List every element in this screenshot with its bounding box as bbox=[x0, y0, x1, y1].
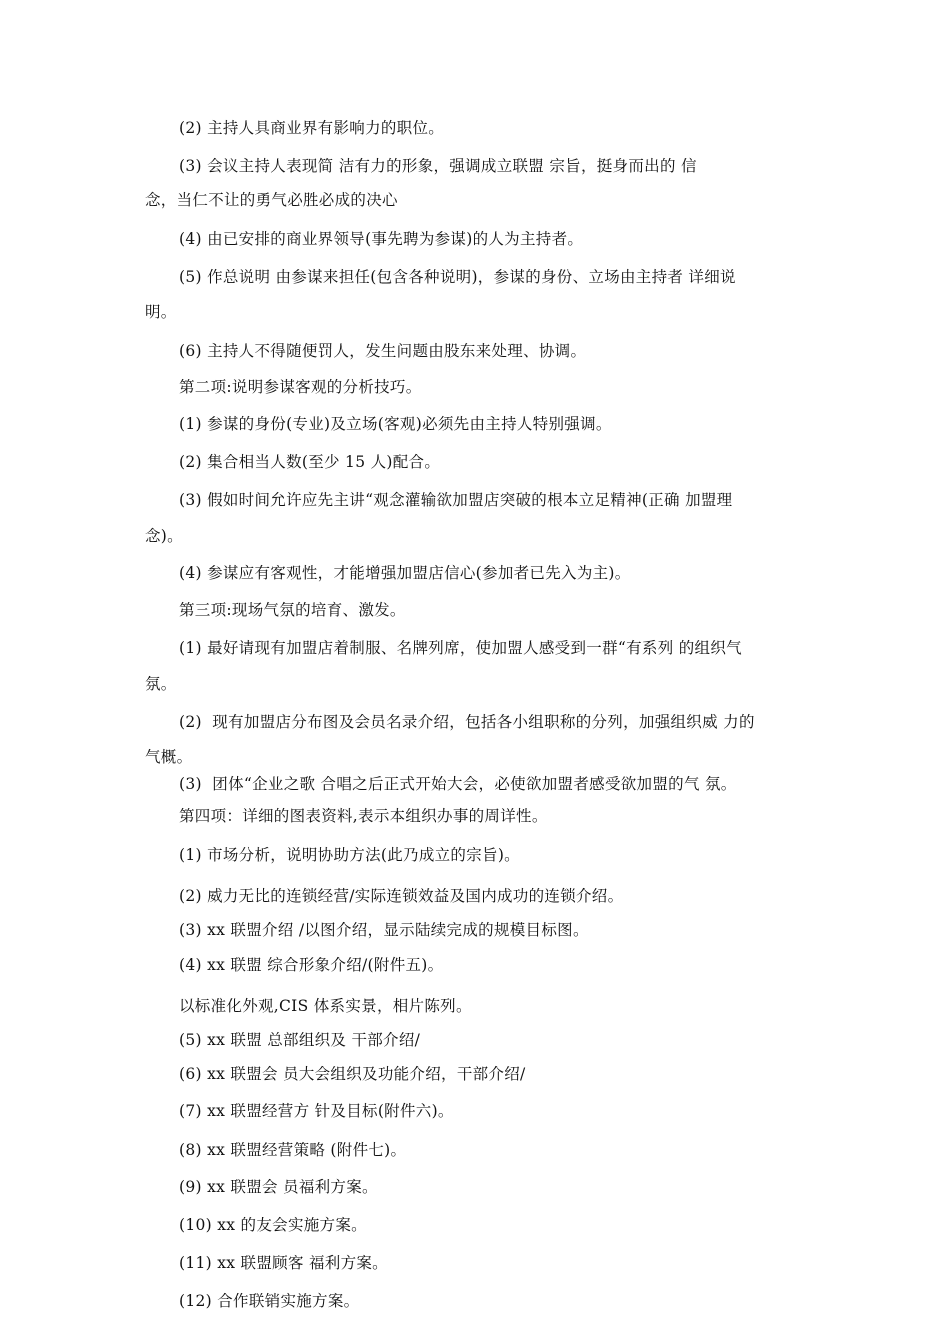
text-line: (2) 集合相当人数(至少 15 人)配合。 bbox=[179, 453, 441, 471]
text-line: (3) xx 联盟介绍 /以图介绍，显示陆续完成的规模目标图。 bbox=[179, 921, 589, 939]
text-line: (5) xx 联盟 总部组织及 干部介绍/ bbox=[179, 1031, 421, 1049]
text-line: (6) xx 联盟会 员大会组织及功能介绍，干部介绍/ bbox=[179, 1065, 526, 1083]
text-line: (4) xx 联盟 综合形象介绍/(附件五)。 bbox=[179, 956, 444, 974]
text-line: (7) xx 联盟经营方 针及目标(附件六)。 bbox=[179, 1102, 454, 1120]
text-line: (8) xx 联盟经营策略 (附件七)。 bbox=[179, 1141, 407, 1159]
text-line: (1) 参谋的身份(专业)及立场(客观)必须先由主持人特别强调。 bbox=[179, 415, 612, 433]
text-line: (3) 团体“企业之歌 合唱之后正式开始大会，必使欲加盟者感受欲加盟的气 氛。 bbox=[179, 775, 737, 793]
text-line: (2) 现有加盟店分布图及会员名录介绍，包括各小组职称的分列，加强组织威 力的 bbox=[179, 713, 755, 731]
text-line: (2) 主持人具商业界有影响力的职位。 bbox=[179, 119, 445, 137]
text-line: (9) xx 联盟会 员福利方案。 bbox=[179, 1178, 378, 1196]
text-line: (4) 由已安排的商业界领导(事先聘为参谋)的人为主持者。 bbox=[179, 230, 584, 248]
text-line: (11) xx 联盟顾客 福利方案。 bbox=[179, 1254, 388, 1272]
text-line: 明。 bbox=[145, 303, 177, 321]
text-line: 念)。 bbox=[145, 527, 183, 545]
text-line: (2) 威力无比的连锁经营/实际连锁效益及国内成功的连锁介绍。 bbox=[179, 887, 624, 905]
text-line: (3) 假如时间允许应先主讲“观念灌输欲加盟店突破的根本立足精神(正确 加盟理 bbox=[179, 491, 733, 509]
section-heading: 第四项：详细的图表资料,表示本组织办事的周详性。 bbox=[179, 807, 548, 825]
text-line: (3) 会议主持人表现简 洁有力的形象，强调成立联盟 宗旨，挺身而出的 信 bbox=[179, 157, 697, 175]
text-line: (4) 参谋应有客观性，才能增强加盟店信心(参加者已先入为主)。 bbox=[179, 564, 631, 582]
text-line: (1) 最好请现有加盟店着制服、名牌列席，使加盟人感受到一群“有系列 的组织气 bbox=[179, 639, 742, 657]
section-heading: 第三项:现场气氛的培育、激发。 bbox=[179, 601, 406, 619]
text-line: (5) 作总说明 由参谋来担任(包含各种说明)，参谋的身份、立场由主持者 详细说 bbox=[179, 268, 736, 286]
text-line: (1) 市场分析，说明协助方法(此乃成立的宗旨)。 bbox=[179, 846, 520, 864]
text-line: (6) 主持人不得随便罚人，发生问题由股东来处理、协调。 bbox=[179, 342, 587, 360]
text-line: (12) 合作联销实施方案。 bbox=[179, 1292, 360, 1310]
text-line: (10) xx 的友会实施方案。 bbox=[179, 1216, 367, 1234]
text-line: 念，当仁不让的勇气必胜必成的决心 bbox=[145, 191, 398, 209]
text-line: 气概。 bbox=[145, 748, 193, 766]
text-line: 氛。 bbox=[145, 675, 177, 693]
section-heading: 第二项:说明参谋客观的分析技巧。 bbox=[179, 378, 422, 396]
text-line: 以标准化外观,CIS 体系实景，相片陈列。 bbox=[179, 997, 472, 1015]
